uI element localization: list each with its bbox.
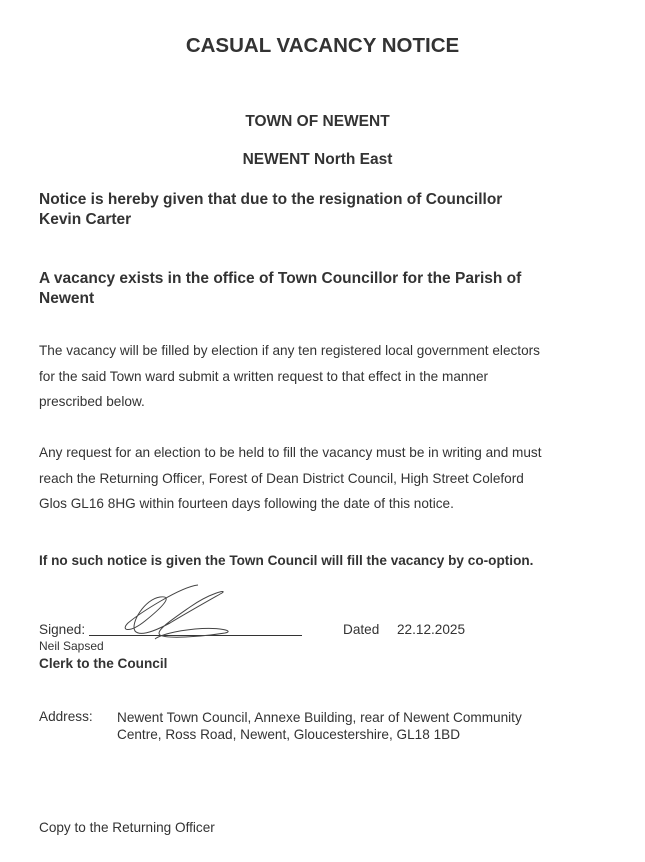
signer-name: Neil Sapsed — [39, 639, 104, 653]
notice-title: CASUAL VACANCY NOTICE — [185, 34, 460, 57]
signed-label: Signed: — [39, 622, 86, 637]
paragraph-line: The vacancy will be filled by election if any ten registered local government electors — [39, 343, 540, 358]
paragraph-line: reach the Returning Officer, Forest of Dean District Council, High Street Coleford — [39, 470, 524, 486]
cooption-statement: If no such notice is given the Town Council will fill the vacancy by co-option. — [39, 553, 534, 568]
vacancy-line: Newent — [39, 290, 95, 307]
election-paragraph — [39, 338, 629, 415]
vacancy-statement — [39, 269, 609, 309]
request-paragraph — [39, 440, 629, 517]
address-line: Centre, Ross Road, Newent, Gloucestershire, GL18 1BD — [117, 727, 461, 742]
paragraph-line: for the said Town ward submit a written request to that effect in the manner — [39, 368, 489, 384]
ward-heading: NEWENT North East — [242, 151, 393, 168]
signature-stroke — [125, 585, 228, 639]
paragraph-line: Glos GL16 8HG within fourteen days following the date of this notice. — [39, 496, 454, 511]
resignation-notice — [39, 190, 609, 230]
address-label: Address: — [39, 709, 93, 724]
address-line: Newent Town Council, Annexe Building, rear of Newent Community — [117, 710, 522, 725]
address — [117, 709, 522, 743]
notice-line: Notice is hereby given that due to the resignation of Councillor — [39, 191, 503, 208]
notice-line: Kevin Carter — [39, 211, 132, 228]
dated-label: Dated — [343, 622, 380, 637]
town-heading: TOWN OF NEWENT — [245, 113, 390, 130]
signer-title: Clerk to the Council — [39, 656, 168, 671]
vacancy-line: A vacancy exists in the office of Town Councillor for the Parish of — [39, 270, 522, 287]
handwritten-signature — [100, 583, 240, 643]
paragraph-line: prescribed below. — [39, 394, 145, 409]
notice-date: 22.12.2025 — [397, 622, 466, 637]
paragraph-line: Any request for an election to be held to fill the vacancy must be in writing and must — [39, 445, 542, 460]
copy-to-note: Copy to the Returning Officer — [39, 820, 215, 835]
